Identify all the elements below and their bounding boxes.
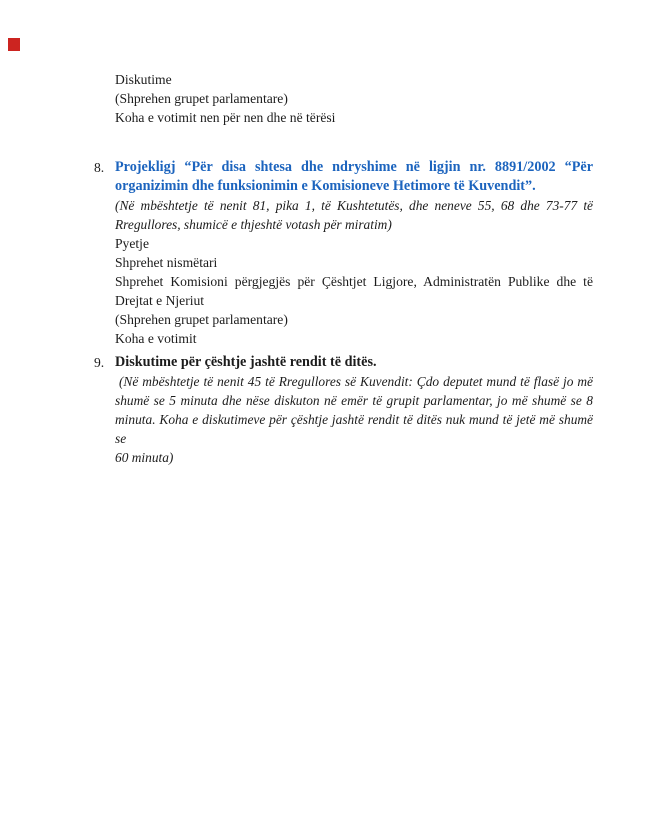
item-number: 8. — [94, 160, 105, 175]
text-line: 60 minuta) — [115, 450, 174, 465]
item-content — [115, 353, 597, 467]
text-line: minuta. Koha e diskutimeve për çështje jashtë rendit të ditës nuk mund të jetë më shumë se — [115, 412, 597, 446]
text-line: Diskutime për çështje jashtë rendit të ditës. — [115, 354, 377, 370]
text-line: Koha e votimit — [115, 331, 197, 346]
text-line: Drejtat e Njeriut — [115, 293, 205, 308]
preamble-block — [115, 70, 593, 127]
text-line: Shprehet Komisioni përgjegjës për Çështjet Ligjore, Administratën Publike dhe të — [115, 274, 593, 289]
item-content — [115, 158, 593, 348]
text-line: Diskutime — [115, 72, 172, 87]
red-marker — [8, 38, 20, 51]
text-line: Rregullores, shumicë e thjeshtë votash për miratim) — [115, 217, 392, 232]
text-line: (Në mbështetje të nenit 81, pika 1, të Kushtetutës, dhe neneve 55, 68 dhe 73-77 të — [115, 198, 593, 213]
text-line: Koha e votimit nen për nen dhe në tërësi — [115, 110, 336, 125]
text-line: Projekligj “Për disa shtesa dhe ndryshime në ligjin nr. 8891/2002 “Për — [115, 159, 593, 175]
text-line: shumë se 5 minuta dhe nëse diskuton në emër të grupit parlamentar, jo më shumë se 8 — [115, 393, 593, 408]
text-line: Pyetje — [115, 236, 149, 251]
item-number: 9. — [94, 355, 105, 370]
text-line: (Shprehen grupet parlamentare) — [115, 91, 288, 106]
text-line: (Në mbështetje të nenit 45 të Rregullores së Kuvendit: Çdo deputet mund të flasë jo më — [115, 374, 593, 389]
text-line: organizimin dhe funksionimin e Komisioneve Hetimore të Kuvendit”. — [115, 178, 536, 194]
text-line: Shprehet nismëtari — [115, 255, 218, 270]
text-line: (Shprehen grupet parlamentare) — [115, 312, 288, 327]
